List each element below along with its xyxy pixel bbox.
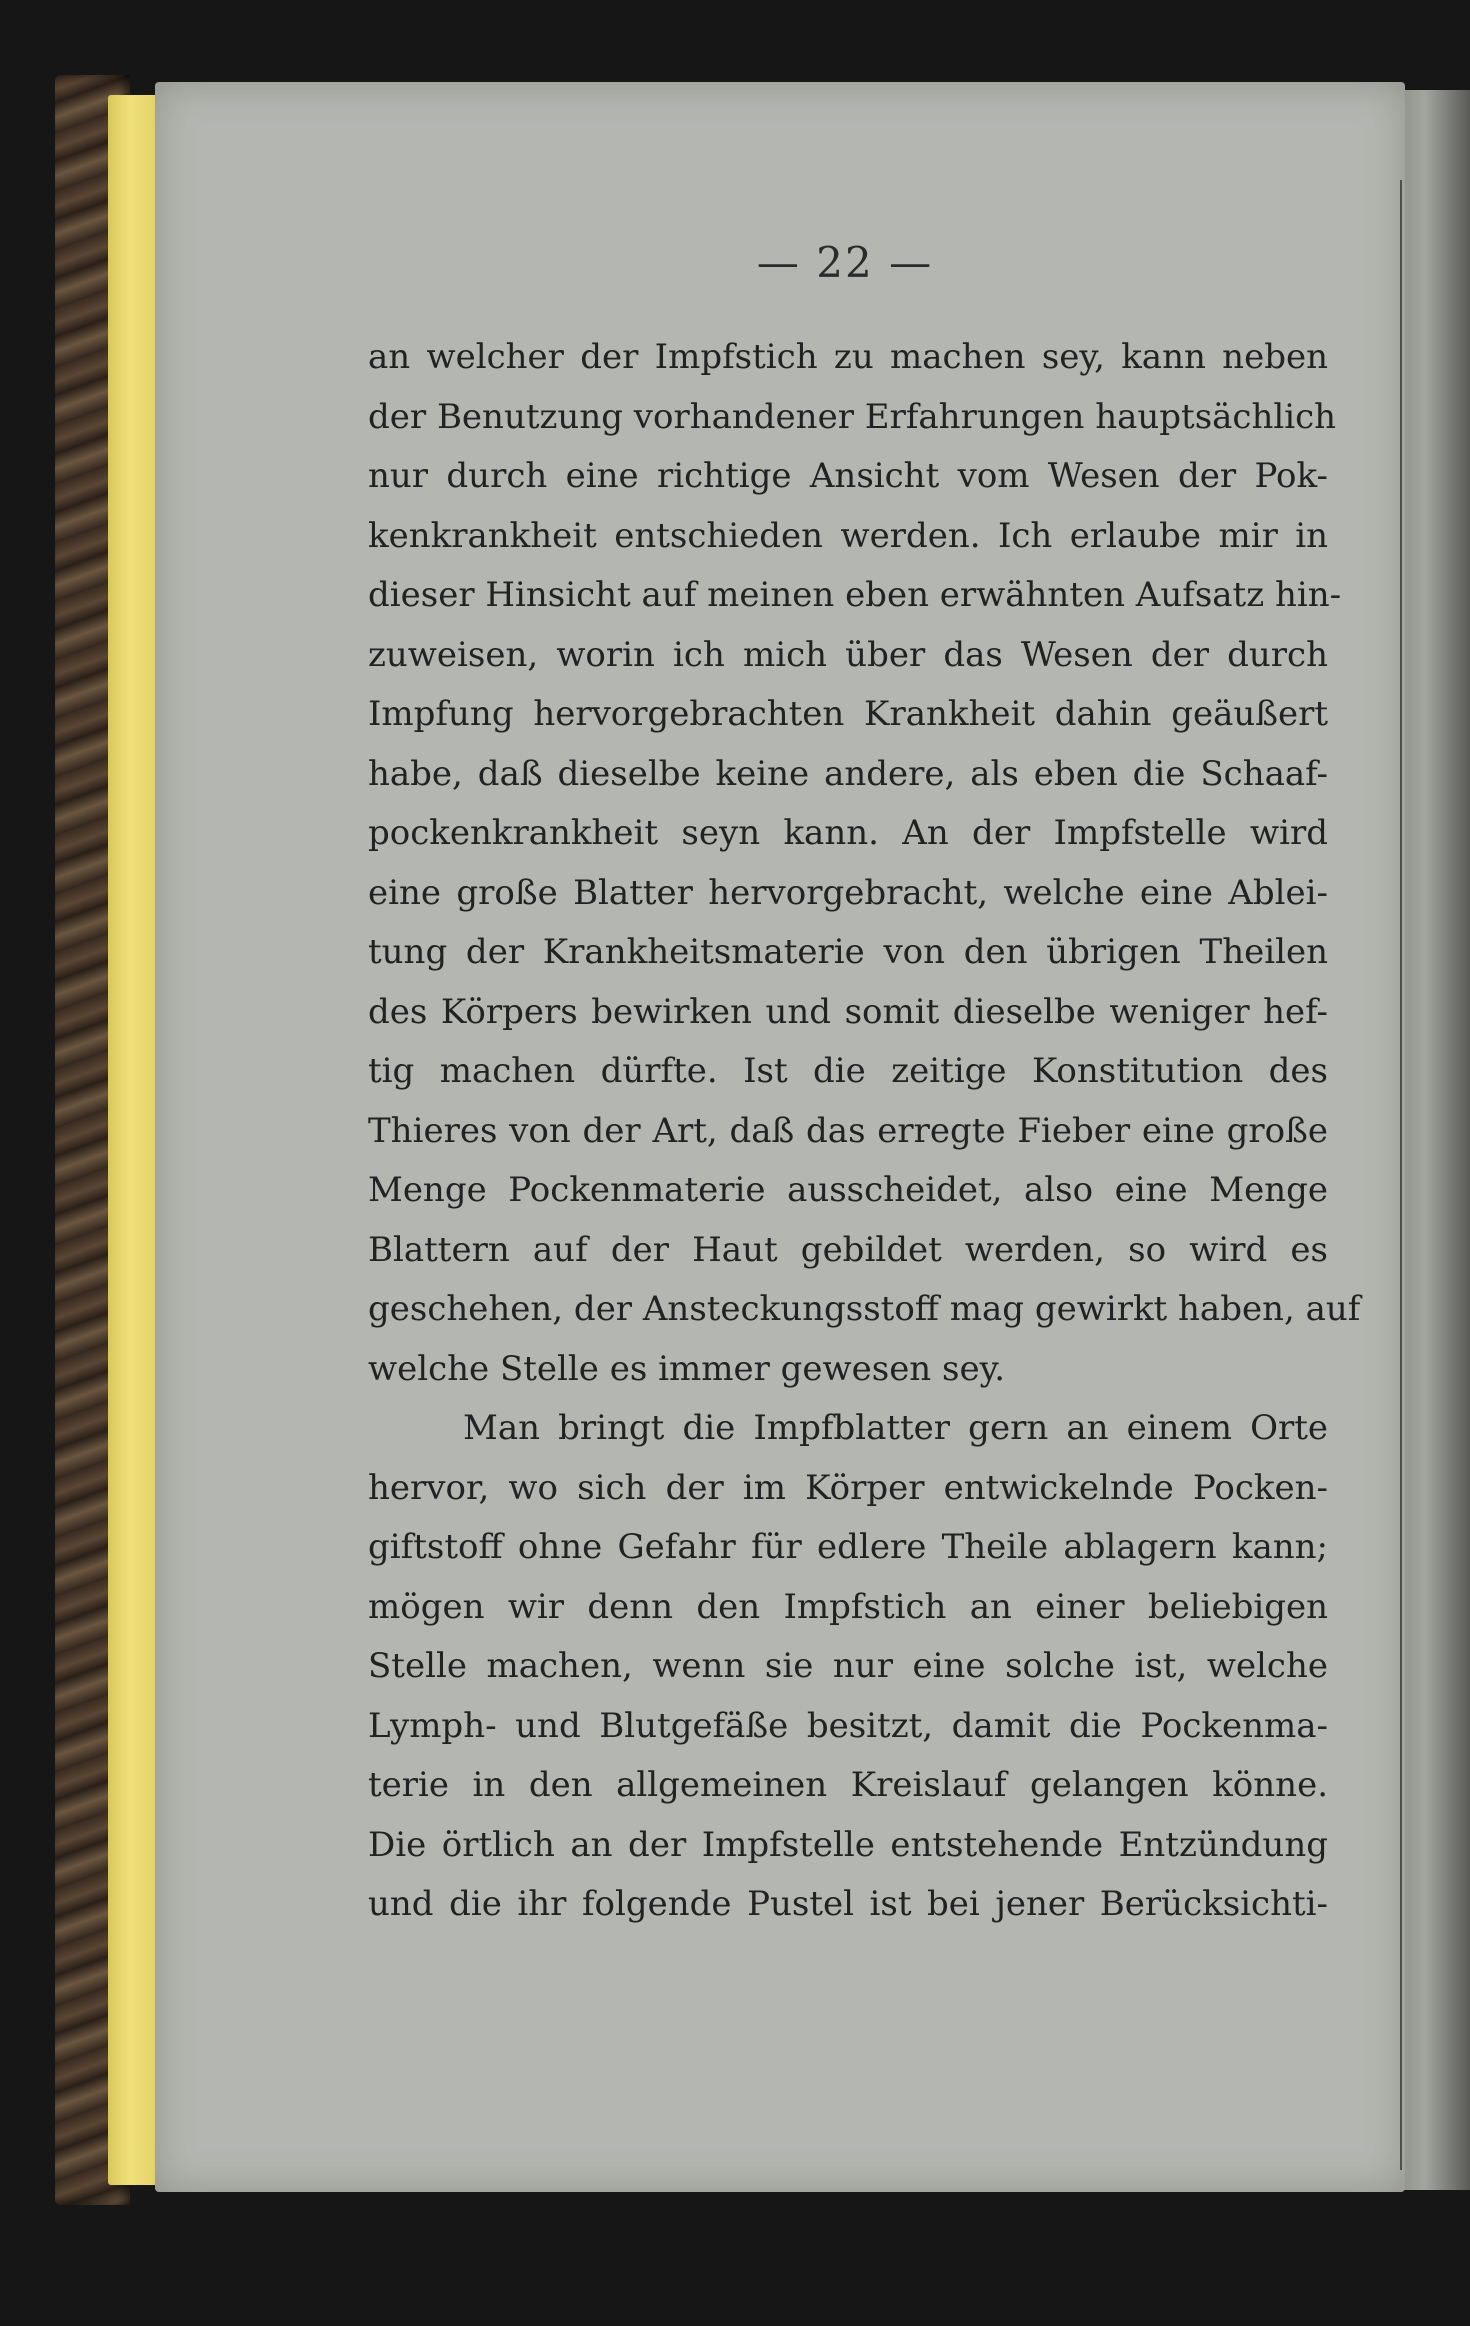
facing-page-edge bbox=[1395, 90, 1470, 2190]
page-number: — 22 — bbox=[756, 238, 934, 287]
text-line: dieser Hinsicht auf meinen eben erwähnten Aufsatz hin- bbox=[368, 575, 1342, 615]
text-line: Man bringt die Impfblatter gern an einem Orte bbox=[463, 1408, 1328, 1448]
text-line: nur durch eine richtige Ansicht vom Wesen der Pok- bbox=[368, 456, 1328, 496]
text-line: mögen wir denn den Impfstich an einer beliebigen bbox=[368, 1586, 1328, 1627]
text-line: Impfung hervorgebrachten Krankheit dahin geäußert bbox=[368, 694, 1328, 734]
text-line: Stelle machen, wenn sie nur eine solche ist, welche bbox=[368, 1646, 1328, 1686]
text-line: tung der Krankheitsmaterie von den übrigen Theilen bbox=[368, 932, 1328, 972]
text-line: des Körpers bewirken und somit dieselbe weniger hef- bbox=[368, 991, 1328, 1032]
text-line: habe, daß dieselbe keine andere, als eben die Schaaf- bbox=[368, 753, 1328, 794]
text-line: Die örtlich an der Impfstelle entstehende Entzündung bbox=[368, 1824, 1328, 1865]
text-line: geschehen, der Ansteckungsstoff mag gewirkt haben, auf bbox=[368, 1289, 1361, 1329]
text-line: und die ihr folgende Pustel ist bei jener Berücksichti- bbox=[368, 1884, 1328, 1924]
text-line: an welcher der Impfstich zu machen sey, kann neben bbox=[368, 337, 1328, 377]
text-line: giftstoff ohne Gefahr für edlere Theile ablagern kann; bbox=[368, 1527, 1328, 1567]
text-line: terie in den allgemeinen Kreislauf gelangen könne. bbox=[368, 1765, 1328, 1805]
text-line: tig machen dürfte. Ist die zeitige Konstitution des bbox=[368, 1051, 1328, 1091]
text-line: Blattern auf der Haut gebildet werden, so wird es bbox=[368, 1229, 1328, 1270]
text-line: Menge Pockenmaterie ausscheidet, also eine Menge bbox=[368, 1170, 1328, 1210]
text-line: zuweisen, worin ich mich über das Wesen der durch bbox=[368, 634, 1328, 675]
text-line: kenkrankheit entschieden werden. Ich erlaube mir in bbox=[368, 515, 1328, 556]
text-line: hervor, wo sich der im Körper entwickelnde Pocken- bbox=[368, 1467, 1328, 1508]
text-line: pockenkrankheit seyn kann. An der Impfstelle wird bbox=[368, 813, 1328, 853]
text-line: der Benutzung vorhandener Erfahrungen hauptsächlich bbox=[368, 396, 1337, 437]
text-line: Lymph- und Blutgefäße besitzt, damit die Pockenma- bbox=[368, 1705, 1328, 1746]
text-line: eine große Blatter hervorgebracht, welche eine Ablei- bbox=[368, 872, 1328, 913]
body-text bbox=[368, 328, 1361, 1935]
page-fold-line bbox=[1400, 180, 1402, 2170]
text-line: Thieres von der Art, daß das erregte Fieber eine große bbox=[368, 1110, 1328, 1151]
text-line: welche Stelle es immer gewesen sey. bbox=[368, 1348, 1006, 1389]
